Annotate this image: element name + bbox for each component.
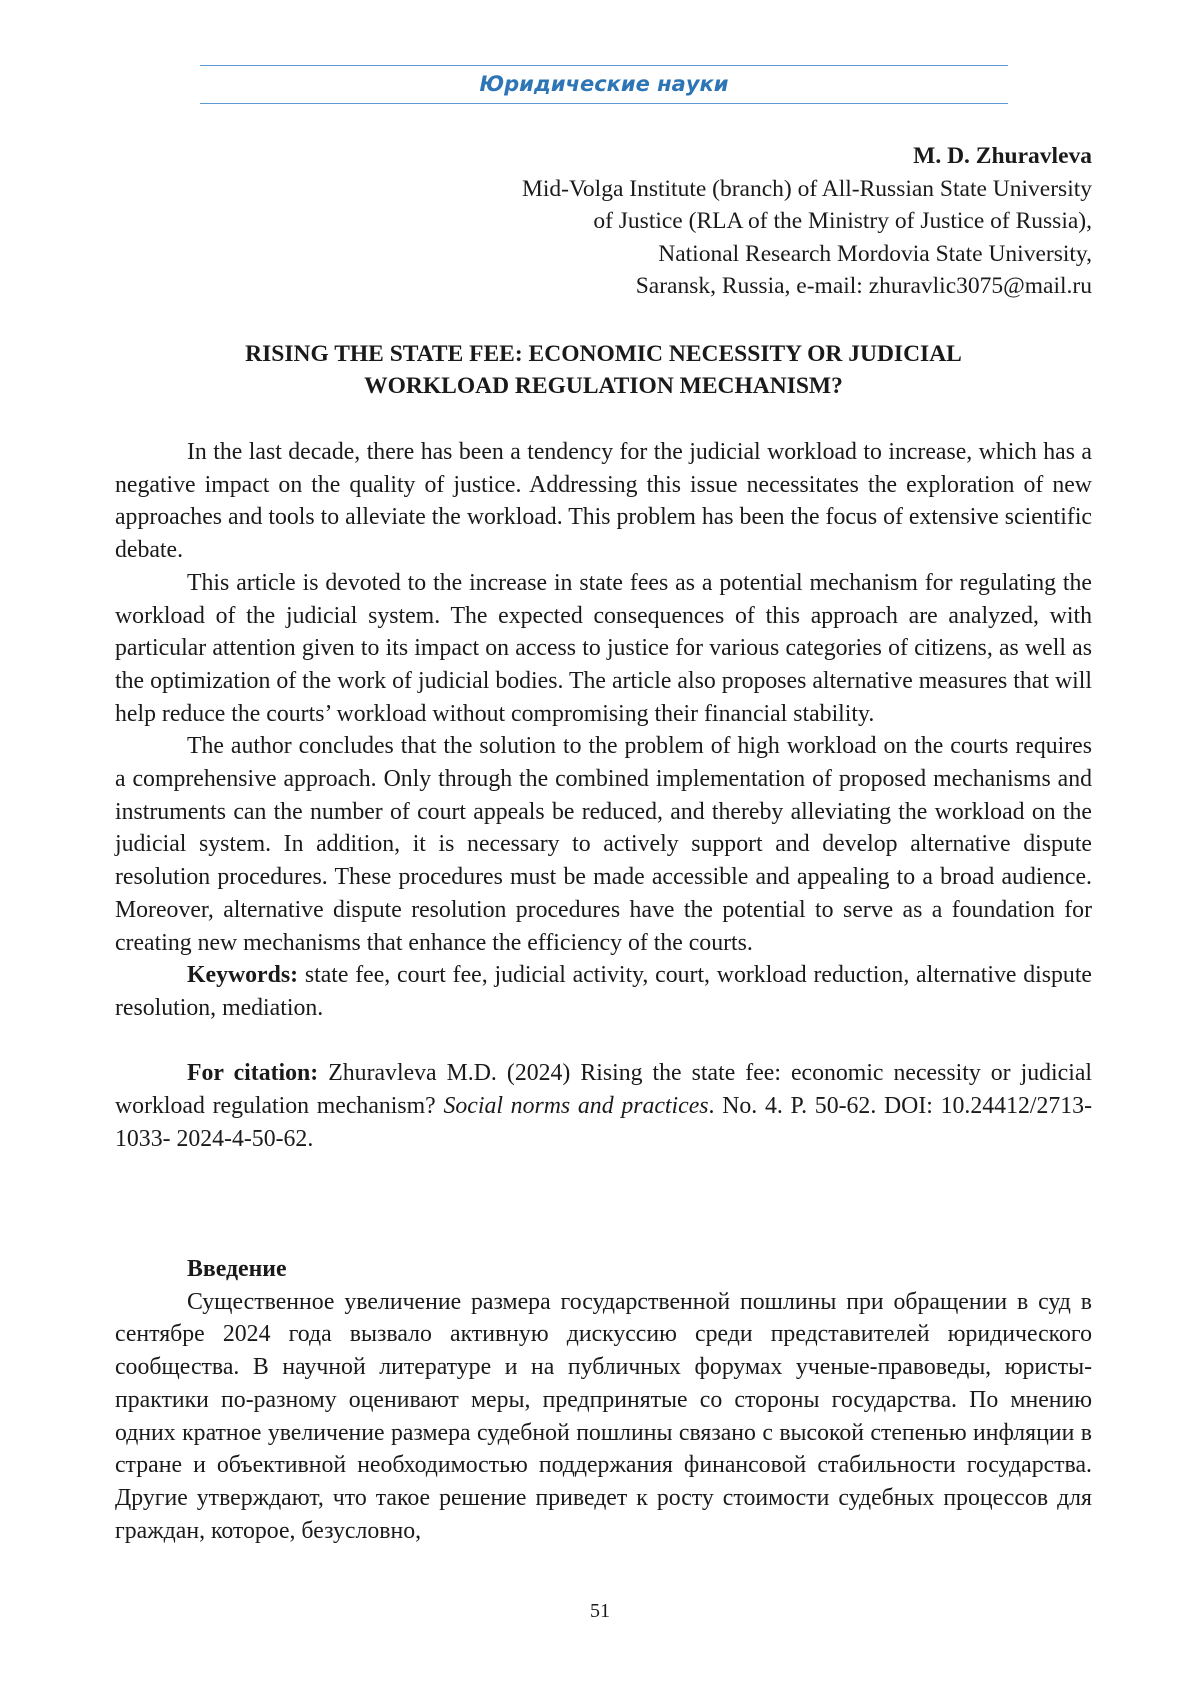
citation-details: . No. 4. P. 50-62. DOI: 10.24412/2713-1033- 2024-4-50-62.	[115, 1093, 1092, 1152]
keywords-text: state fee, court fee, judicial activity, court, workload reduction, alternative dispute resolution, mediation.	[115, 962, 1092, 1021]
introduction-heading: Введение	[187, 1256, 287, 1282]
citation	[115, 1057, 1092, 1155]
article-title-line: RISING THE STATE FEE: ECONOMIC NECESSITY OR JUDICIAL	[245, 341, 962, 367]
article-title	[115, 338, 1092, 402]
header-bottom-rule	[200, 103, 1008, 104]
author-block	[192, 140, 1092, 303]
author-contact-line: Saransk, Russia, e-mail: zhuravlic3075@mail.ru	[635, 273, 1092, 299]
page-number: 51	[590, 1600, 610, 1622]
author-affiliation-line: National Research Mordovia State University,	[658, 240, 1092, 267]
author-name: M. D. Zhuravleva	[913, 143, 1092, 169]
citation-text: Zhuravleva M.D. (2024) Rising the state fee: economic necessity or judicial workload regulation mechanism?	[115, 1060, 1093, 1120]
spacer	[115, 1025, 1092, 1058]
abstract-paragraph: This article is devoted to the increase in state fees as a potential mechanism for regulating the workload of the judicial system. The expected consequences of this approach are analyzed, with particular attention given to its impact on access to justice for various categories of citizens, as well as the optimization of the work of judicial bodies. The article also proposes alternative measures that will help reduce the courts’ workload without compromising their financial stability.	[115, 569, 1092, 727]
article-title-line: WORKLOAD REGULATION MECHANISM?	[364, 373, 843, 399]
abstract	[115, 436, 1092, 1155]
keywords	[115, 959, 1092, 1024]
introduction-paragraph: Существенное увеличение размера государственной пошлины при обращении в суд в сентябре 2024 года вызвало активную дискуссию среди представителей юридического сообщества. В научной литературе и на публичных форумах ученые-правоведы, юристы-практики по-разному оценивают меры, предпринятые со стороны государства. По мнению одних кратное увеличение размера судебной пошлины связано с высокой степенью инфляции в стране и объективной необходимостью поддержания финансовой стабильности государства. Другие утверждают, что такое решение приведет к росту стоимости судебных процессов для граждан, которое, безусловно,	[115, 1288, 1092, 1544]
abstract-paragraph: The author concludes that the solution to the problem of high workload on the courts requires a comprehensive approach. Only through the combined implementation of proposed mechanisms and instruments can the number of court appeals be reduced, and thereby alleviating the workload on the judicial system. In addition, it is necessary to actively support and develop alternative dispute resolution procedures. These procedures must be made accessible and appealing to a broad audience. Moreover, alternative dispute resolution procedures have the potential to serve as a foundation for creating new mechanisms that enhance the efficiency of the courts.	[115, 733, 1092, 956]
journal-section-title: Юридические науки	[479, 72, 729, 96]
keywords-label: Keywords:	[187, 962, 299, 989]
introduction-section	[115, 1253, 1092, 1547]
abstract-paragraph: In the last decade, there has been a tendency for the judicial workload to increase, which has a negative impact on the quality of justice. Addressing this issue necessitates the exploration of new approaches and tools to alleviate the workload. This problem has been the focus of extensive scientific debate.	[115, 439, 1092, 564]
citation-label: For citation:	[187, 1060, 319, 1087]
author-affiliation-line: Mid-Volga Institute (branch) of All-Russian State University	[521, 175, 1092, 202]
author-affiliation-line: of Justice (RLA of the Ministry of Justice of Russia),	[593, 208, 1092, 234]
header-top-rule	[200, 65, 1008, 66]
citation-journal: Social norms and practices	[443, 1093, 709, 1120]
